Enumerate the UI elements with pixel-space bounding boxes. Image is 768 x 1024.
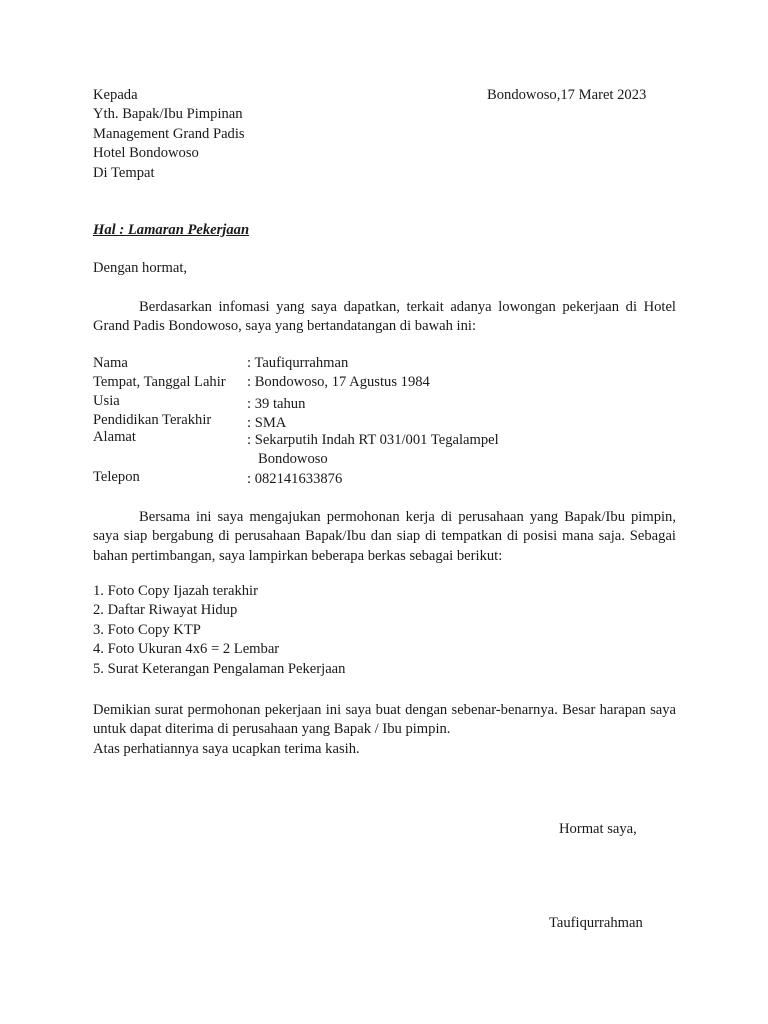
detail-label: Nama (93, 355, 128, 371)
attachment-item: 2. Daftar Riwayat Hidup (93, 602, 238, 619)
attachment-list (93, 582, 345, 679)
signer-name: Taufiqurrahman (549, 915, 643, 931)
recipient-block (93, 86, 245, 183)
detail-value: : 39 tahun (247, 396, 306, 412)
letter-date: Bondowoso,17 Maret 2023 (487, 87, 647, 103)
detail-value: : 082141633876 (247, 471, 343, 487)
detail-label: Alamat (93, 429, 136, 445)
detail-value: : Sekarputih Indah RT 031/001 Tegalampel (247, 432, 499, 448)
detail-label: Usia (93, 393, 120, 409)
closing-thanks: Atas perhatiannya saya ucapkan terima kasih. (93, 740, 360, 757)
recipient-line: Di Tempat (93, 164, 155, 181)
recipient-line: Management Grand Padis (93, 125, 245, 142)
attachment-item: 1. Foto Copy Ijazah terakhir (93, 583, 258, 599)
detail-label: Tempat, Tanggal Lahir (93, 374, 226, 390)
detail-label: Telepon (93, 469, 140, 485)
intro-paragraph: Berdasarkan infomasi yang saya dapatkan, terkait adanya lowongan pekerjaan di Hotel Grand Padis Bondowoso, saya yang bertandatangan di bawah ini: (93, 299, 676, 335)
attachment-item: 5. Surat Keterangan Pengalaman Pekerjaan (93, 660, 346, 677)
closing-paragraph-text: Demikian surat permohonan pekerjaan ini saya buat dengan sebenar-benarnya. Besar harapan saya untuk dapat diterima di perusahaan yang Bapak / Ibu pimpin. (93, 702, 676, 738)
body-paragraph: Bersama ini saya mengajukan permohonan kerja di perusahaan yang Bapak/Ibu pimpin, saya siap bergabung di perusahaan Bapak/Ibu dan siap di tempatkan di posisi mana saja. Sebagai bahan pertimbangan, saya lampirkan beberapa berkas sebagai berikut: (93, 509, 676, 564)
detail-value-continued: Bondowoso (258, 451, 328, 467)
detail-value: : Bondowoso, 17 Agustus 1984 (247, 374, 430, 390)
attachment-item: 4. Foto Ukuran 4x6 = 2 Lembar (93, 641, 280, 658)
recipient-line: Hotel Bondowoso (93, 145, 199, 162)
closing-salutation: Hormat saya, (559, 821, 637, 837)
greeting: Dengan hormat, (93, 260, 188, 276)
letter-subject: Hal : Lamaran Pekerjaan (93, 222, 250, 238)
attachment-item: 3. Foto Copy KTP (93, 621, 201, 638)
detail-label: Pendidikan Terakhir (93, 412, 212, 428)
closing-paragraph (93, 701, 676, 759)
detail-value: : Taufiqurrahman (247, 355, 349, 371)
recipient-line: Yth. Bapak/Ibu Pimpinan (93, 106, 243, 123)
recipient-line: Kepada (93, 87, 138, 103)
detail-value: : SMA (247, 415, 287, 431)
